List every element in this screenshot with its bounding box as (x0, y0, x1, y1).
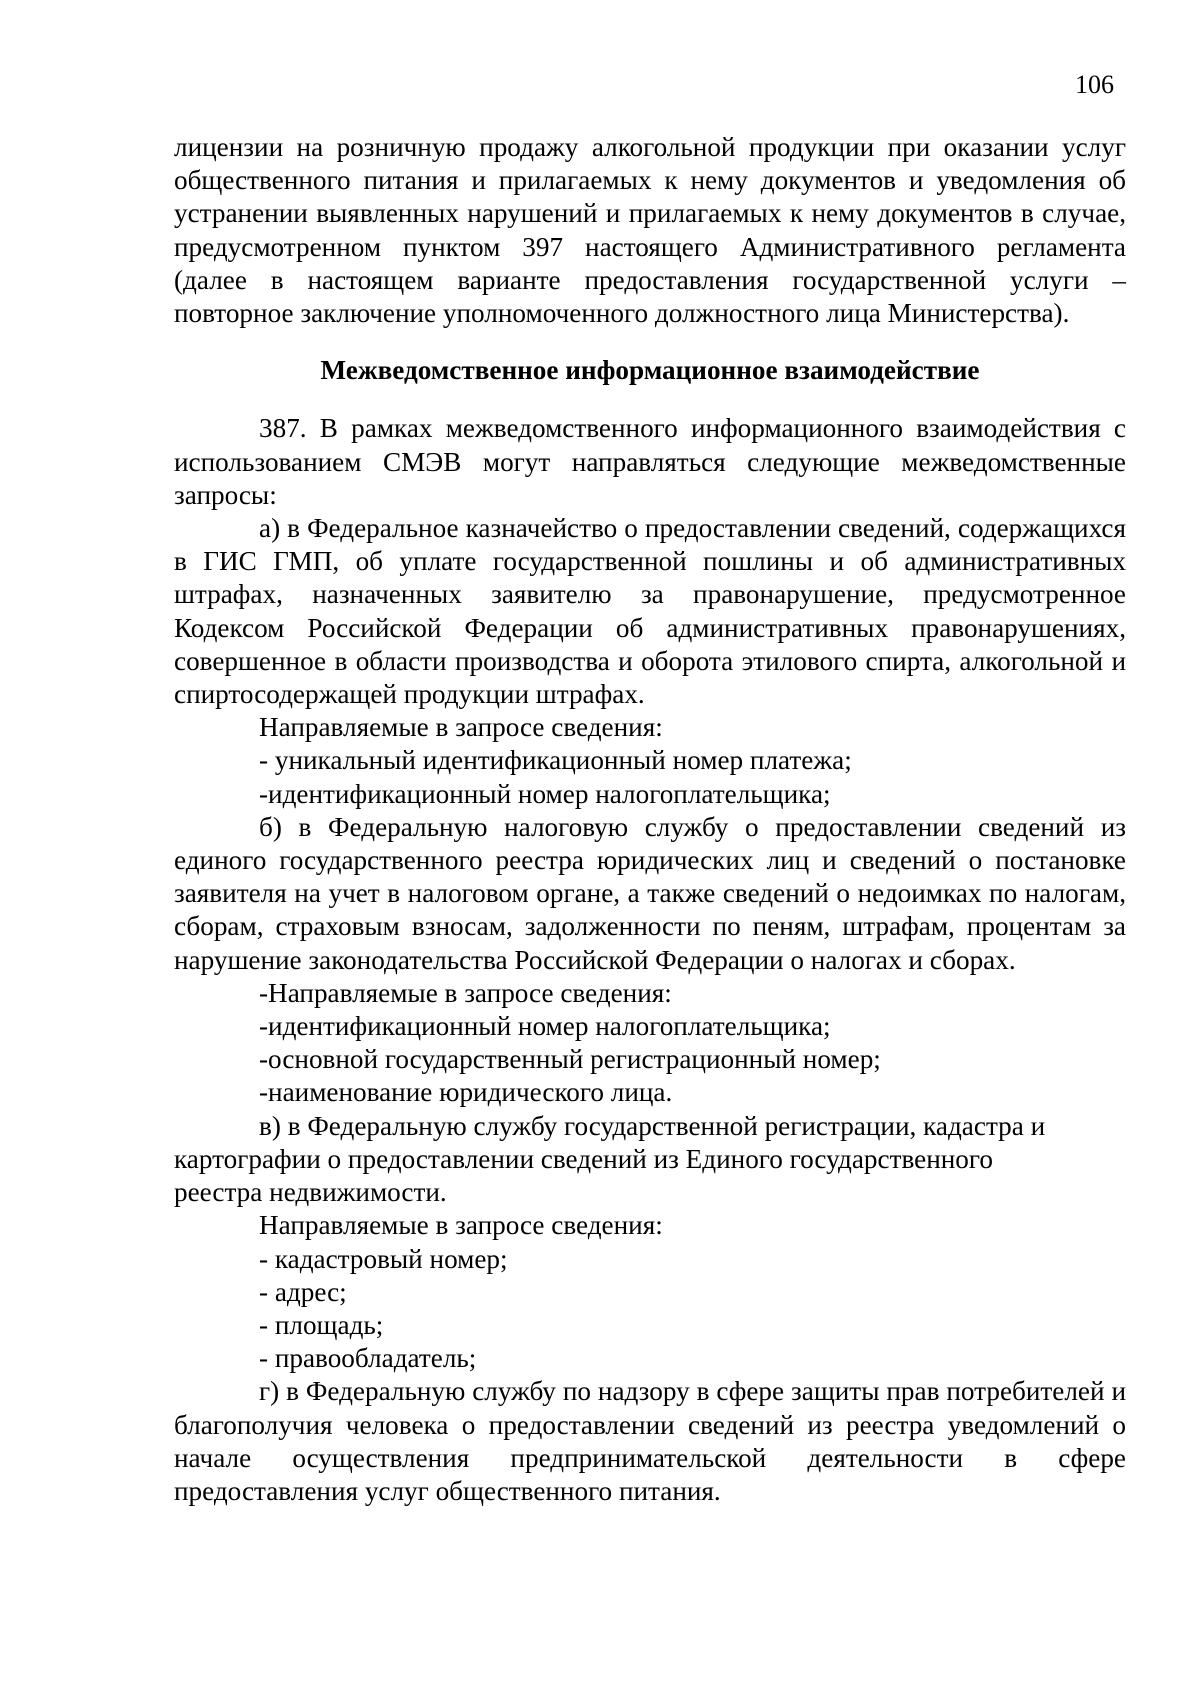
item-v-line: реестра недвижимости. (174, 1177, 447, 1208)
item-v-field: - кадастровый номер; (259, 1243, 508, 1274)
item-v-line: в) в Федеральную службу государственной регистрации, кадастра и (259, 1110, 1046, 1141)
item-v-field: - площадь; (259, 1309, 384, 1340)
section-heading: Межведомственное информационное взаимодействие (320, 355, 980, 386)
item-a-field: -идентификационный номер налогоплательщика; (259, 778, 831, 809)
item-v-field: - адрес; (259, 1276, 347, 1307)
item-v-line: картографии о предоставлении сведений из Единого государственного (174, 1143, 993, 1174)
item-b-field: -основной государственный регистрационный номер; (259, 1044, 881, 1075)
document-body (174, 131, 1126, 1508)
item-a-field: - уникальный идентификационный номер платежа; (259, 745, 852, 776)
item-g-paragraph: г) в Федеральную службу по надзору в сфере защиты прав потребителей и благополучия человека о предоставлении сведений из реестра уведомлений о начале осуществления предпринимательской деятельности в сфере предоставления услуг общественного питания. (174, 1376, 1126, 1506)
item-b-field: -идентификационный номер налогоплательщика; (259, 1011, 831, 1042)
intro-paragraph: лицензии на розничную продажу алкогольной продукции при оказании услуг общественного питания и прилагаемых к нему документов и уведомления об устранении выявленных нарушений и прилагаемых к нему документов в случае, предусмотренном пунктом 397 настоящего Административного регламента (далее в настоящем варианте предоставления государственной услуги – повторное заключение уполномоченного должностного лица Министерства). (174, 132, 1126, 329)
item-b-field: -наименование юридического лица. (259, 1077, 673, 1108)
item-b-fields-heading: -Направляемые в запросе сведения: (259, 977, 672, 1008)
item-v-field: - правообладатель; (259, 1343, 477, 1374)
item-a-paragraph: а) в Федеральное казначейство о предоставлении сведений, содержащихся в ГИС ГМП, об уплате государственной пошлины и об административных штрафах, назначенных заявителю за правонарушение, предусмотренное Кодексом Российской Федерации об административных правонарушениях, совершенное в области производства и оборота этилового спирта, алкогольной и спиртосодержащей продукции штрафах. (174, 513, 1126, 710)
item-v-fields-heading: Направляемые в запросе сведения: (259, 1210, 663, 1241)
item-a-fields-heading: Направляемые в запросе сведения: (259, 712, 663, 743)
clause-387: 387. В рамках межведомственного информационного взаимодействия с использованием СМЭВ могут направляться следующие межведомственные запросы: (174, 413, 1126, 510)
page-number: 106 (1075, 70, 1114, 99)
item-b-paragraph: б) в Федеральную налоговую службу о предоставлении сведений из единого государственного реестра юридических лиц и сведений о постановке заявителя на учет в налоговом органе, а также сведений о недоимках по налогам, сборам, страховым взносам, задолженности по пеням, штрафам, процентам за нарушение законодательства Российской Федерации о налогах и сборах. (174, 811, 1126, 975)
